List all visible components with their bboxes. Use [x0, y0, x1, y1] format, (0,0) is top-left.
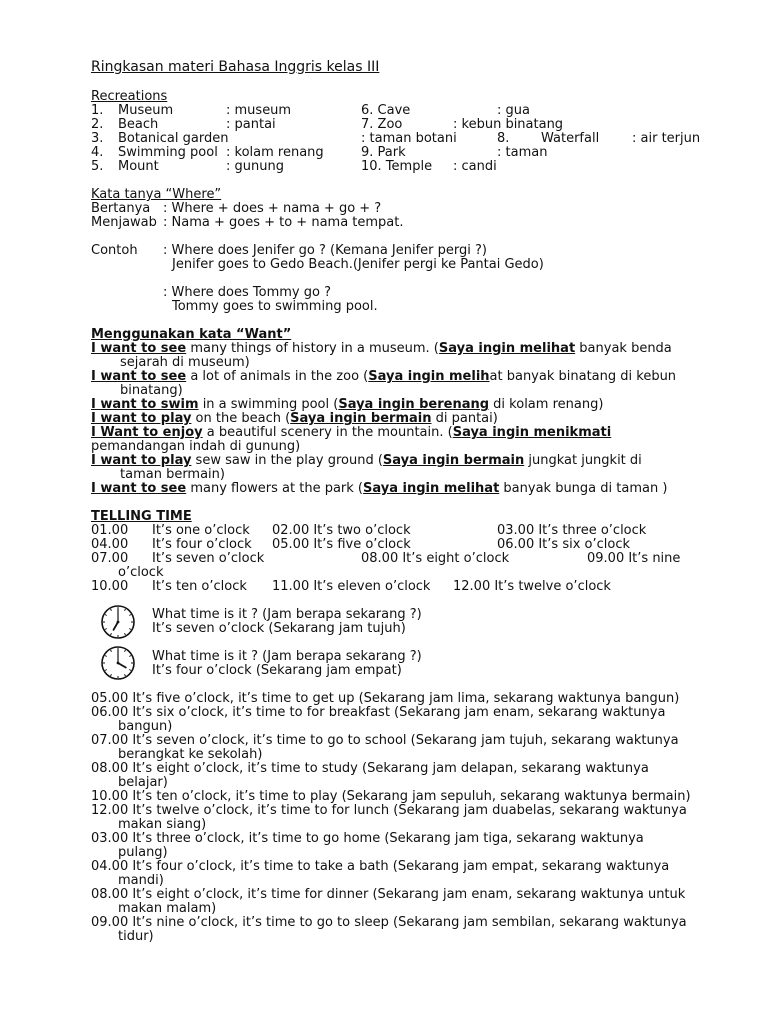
want-text: a beautiful scenery in the mountain. ( [202, 425, 453, 440]
rec-meaning: : gunung [226, 159, 284, 174]
want-heading: Menggunakan kata “Want” [91, 327, 292, 342]
routine-line: 03.00 It’s three o’clock, it’s time to go home (Sekarang jam tiga, sekarang waktunya [91, 831, 644, 846]
time-code: 10.00 [91, 579, 129, 594]
example-question: : Where does Jenifer go ? (Kemana Jenifer pergi ?) [163, 243, 487, 258]
routine-line-cont: bangun) [118, 719, 173, 734]
want-text: di pantai) [431, 411, 498, 426]
want-sentence [91, 426, 611, 440]
routine-line: 10.00 It’s ten o’clock, it’s time to play (Sekarang jam sepuluh, sekarang waktunya bermain) [91, 789, 691, 804]
time-code: 01.00 [91, 523, 129, 538]
rec-place: Museum [118, 103, 174, 118]
routine-line: 06.00 It’s six o’clock, it’s time to for breakfast (Sekarang jam enam, sekarang waktunya [91, 705, 666, 720]
ingin-phrase: Saya ingin melihat [438, 341, 576, 356]
rec-meaning: : gua [497, 103, 530, 118]
rec-place: 10. Temple [361, 159, 433, 174]
time-phrase: 05.00 It’s five o’clock [272, 537, 411, 552]
routine-line-cont: makan malam) [118, 901, 217, 916]
rec-place: Swimming pool [118, 145, 218, 160]
time-phrase: It’s four o’clock [152, 537, 252, 552]
rec-meaning: : taman [497, 145, 548, 160]
ingin-phrase: Saya ingin berenang [338, 397, 490, 412]
routine-line: 09.00 It’s nine o’clock, it’s time to go to sleep (Sekarang jam sembilan, sekarang waktunya [91, 915, 687, 930]
want-sentence [91, 482, 667, 496]
ask-formula: : Where + does + nama + go + ? [163, 201, 382, 216]
want-text: jungkat jungkit di [524, 453, 642, 468]
want-text: at banyak binatang di kebun [489, 369, 677, 384]
routine-line-cont: berangkat ke sekolah) [118, 747, 263, 762]
rec-meaning: : candi [453, 159, 497, 174]
rec-num: 4. [91, 145, 104, 160]
routine-line-cont: tidur) [118, 929, 154, 944]
telling-time-heading: TELLING TIME [91, 509, 192, 524]
clock-icon [100, 604, 136, 640]
routine-line-cont: makan siang) [118, 817, 207, 832]
routine-line: 05.00 It’s five o’clock, it’s time to get up (Sekarang jam lima, sekarang waktunya bangun) [91, 691, 680, 706]
ask-label: Bertanya [91, 201, 151, 216]
example-question: : Where does Tommy go ? [163, 285, 331, 300]
time-phrase: 11.00 It’s eleven o’clock [272, 579, 431, 594]
document-title: Ringkasan materi Bahasa Inggris kelas III [91, 59, 380, 75]
want-text: many flowers at the park ( [186, 481, 363, 496]
want-text: in a swimming pool ( [198, 397, 339, 412]
want-sentence [91, 454, 642, 468]
rec-place: 9. Park [361, 145, 406, 160]
rec-meaning: : air terjun [632, 131, 701, 146]
time-phrase: 03.00 It’s three o’clock [497, 523, 647, 538]
want-text: sew saw in the play ground ( [191, 453, 383, 468]
routine-line-cont: pulang) [118, 845, 168, 860]
routine-line: 04.00 It’s four o’clock, it’s time to take a bath (Sekarang jam empat, sekarang waktunya [91, 859, 670, 874]
clock-answer: It’s four o’clock (Sekarang jam empat) [152, 663, 402, 678]
want-phrase: I want to see [91, 341, 187, 356]
rec-place: 6. Cave [361, 103, 411, 118]
want-sentence [91, 412, 498, 426]
want-phrase: I want to play [91, 411, 192, 426]
time-phrase: 09.00 It’s nine [587, 551, 681, 566]
rec-place: 7. Zoo [361, 117, 403, 132]
want-text: on the beach ( [191, 411, 291, 426]
where-heading: Kata tanya “Where” [91, 187, 222, 202]
want-sentence-cont: binatang) [120, 383, 183, 398]
want-phrase: I want to swim [91, 397, 199, 412]
time-code: 07.00 [91, 551, 129, 566]
routine-line: 08.00 It’s eight o’clock, it’s time for dinner (Sekarang jam enam, sekarang waktunya untuk [91, 887, 686, 902]
example-answer: Tommy goes to swimming pool. [172, 299, 378, 314]
want-sentence-cont: taman bermain) [120, 467, 225, 482]
routine-line: 07.00 It’s seven o’clock, it’s time to go to school (Sekarang jam tujuh, sekarang waktunya [91, 733, 679, 748]
want-text: banyak benda [575, 341, 672, 356]
want-text: a lot of animals in the zoo ( [186, 369, 369, 384]
routine-line-cont: belajar) [118, 775, 168, 790]
ingin-phrase: Saya ingin melihat [363, 481, 500, 496]
rec-num: 3. [91, 131, 104, 146]
rec-num: 1. [91, 103, 104, 118]
rec-num: 8. [497, 131, 510, 146]
routine-line-cont: mandi) [118, 873, 164, 888]
ingin-phrase: Saya ingin bermain [382, 453, 525, 468]
want-text: many things of history in a museum. ( [186, 341, 439, 356]
rec-meaning: : taman botani [361, 131, 457, 146]
clock-answer: It’s seven o’clock (Sekarang jam tujuh) [152, 621, 406, 636]
time-phrase: 06.00 It’s six o’clock [497, 537, 631, 552]
want-sentence [91, 398, 603, 412]
rec-meaning: : museum [226, 103, 292, 118]
ingin-phrase: Saya ingin menikmati [452, 425, 612, 440]
clock-question: What time is it ? (Jam berapa sekarang ?) [152, 607, 422, 622]
time-phrase: 12.00 It’s twelve o’clock [453, 579, 611, 594]
want-sentence-cont: sejarah di museum) [120, 355, 250, 370]
want-sentence [91, 370, 676, 384]
rec-meaning: : kolam renang [226, 145, 324, 160]
recreations-heading: Recreations [91, 89, 168, 104]
time-code: 04.00 [91, 537, 129, 552]
rec-meaning: : kebun binatang [453, 117, 564, 132]
clock-icon [100, 645, 136, 681]
want-text: di kolam renang) [489, 397, 604, 412]
want-phrase: I want to see [91, 481, 187, 496]
time-phrase-cont: o’clock [118, 565, 164, 580]
ingin-phrase: Saya ingin melih [368, 369, 490, 384]
example-label: Contoh [91, 243, 138, 258]
ingin-phrase: Saya ingin bermain [290, 411, 432, 426]
want-phrase: I Want to enjoy [91, 425, 203, 440]
time-phrase: It’s ten o’clock [152, 579, 247, 594]
rec-place: Botanical garden [118, 131, 229, 146]
want-sentence [91, 342, 672, 356]
answer-formula: : Nama + goes + to + nama tempat. [163, 215, 404, 230]
time-phrase: It’s seven o’clock [152, 551, 265, 566]
rec-meaning: : pantai [226, 117, 276, 132]
want-phrase: I want to play [91, 453, 192, 468]
want-sentence-cont: pemandangan indah di gunung) [91, 439, 301, 454]
answer-label: Menjawab [91, 215, 157, 230]
rec-place: Mount [118, 159, 159, 174]
rec-num: 2. [91, 117, 104, 132]
routine-line: 08.00 It’s eight o’clock, it’s time to study (Sekarang jam delapan, sekarang waktunya [91, 761, 649, 776]
time-phrase: 02.00 It’s two o’clock [272, 523, 411, 538]
routine-line: 12.00 It’s twelve o’clock, it’s time to for lunch (Sekarang jam duabelas, sekarang waktunya [91, 803, 687, 818]
example-answer: Jenifer goes to Gedo Beach.(Jenifer pergi ke Pantai Gedo) [172, 257, 544, 272]
time-phrase: 08.00 It’s eight o’clock [361, 551, 510, 566]
rec-place: Waterfall [541, 131, 600, 146]
time-phrase: It’s one o’clock [152, 523, 250, 538]
want-text: banyak bunga di taman ) [499, 481, 668, 496]
want-phrase: I want to see [91, 369, 187, 384]
clock-question: What time is it ? (Jam berapa sekarang ?) [152, 649, 422, 664]
rec-place: Beach [118, 117, 159, 132]
rec-num: 5. [91, 159, 104, 174]
